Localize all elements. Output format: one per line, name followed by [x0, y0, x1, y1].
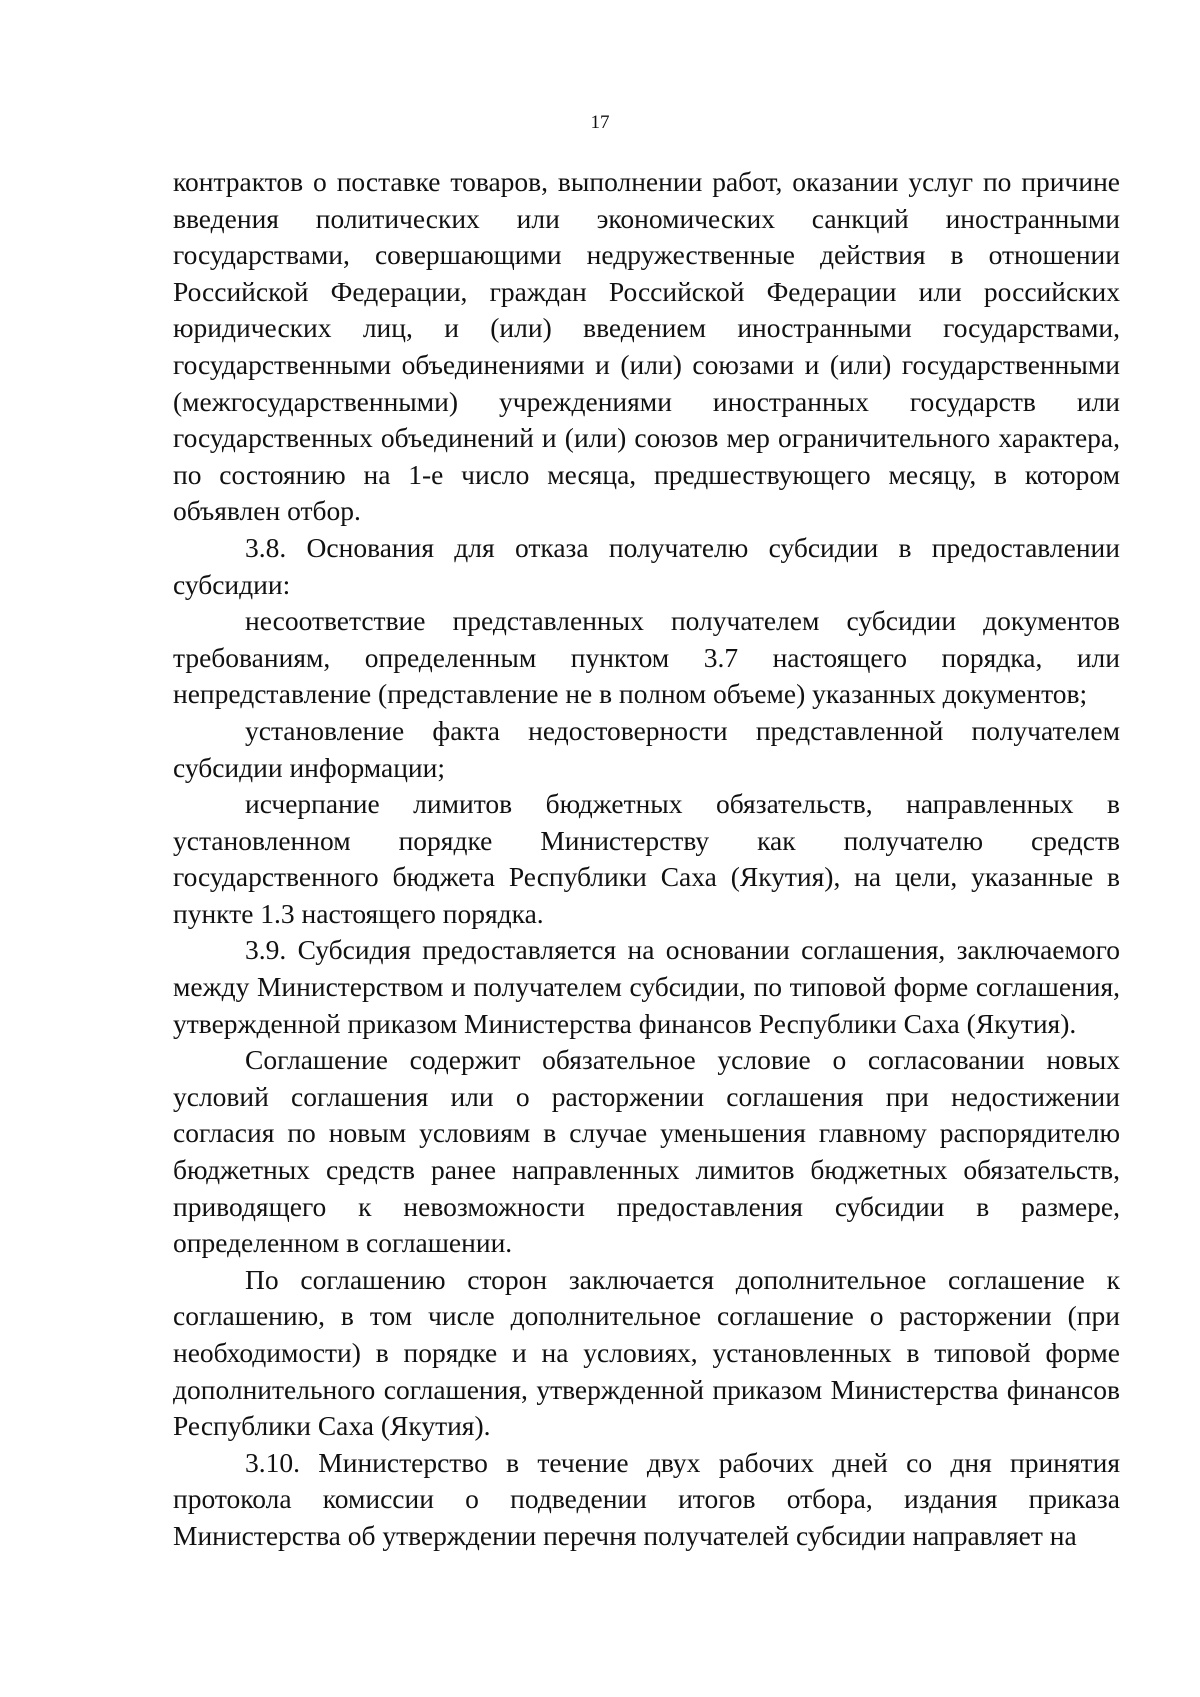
paragraph-3-10: 3.10. Министерство в течение двух рабочих дней со дня принятия протокола комиссии о подведении итогов отбора, издания приказа Министерства об утверждении перечня получателей субсидии направляет на	[173, 1446, 1120, 1551]
paragraph-3-9: 3.9. Субсидия предоставляется на основании соглашения, заключаемого между Министерством и получателем субсидии, по типовой форме соглашения, утвержденной приказом Министерства финансов Республики Саха (Якутия).	[173, 934, 1120, 1039]
paragraph-continuation: контрактов о поставке товаров, выполнении работ, оказании услуг по причине введения политических или экономических санкций иностранными государствами, совершающими недружественные действия в отношении Российской Федерации, граждан Российской Федерации или российских юридических лиц, и (или) введением иностранными государствами, государственными объединениями и (или) союзами и (или) государственными (межгосударственными) учреждениями иностранных государств или государственных объединений и (или) союзов мер ограничительного характера, по состоянию на 1-е число месяца, предшествующего месяцу, в котором объявлен отбор.	[173, 166, 1120, 527]
paragraph-refusal-information: установление факта недостоверности представленной получателем субсидии информации;	[173, 714, 1120, 783]
paragraph-refusal-documents: несоответствие представленных получателем субсидии документов требованиям, определенным пунктом 3.7 настоящего порядка, или непредставление (представление не в полном объеме) указанных документов;	[173, 605, 1120, 710]
page-number: 17	[590, 112, 610, 133]
document-body	[173, 164, 1120, 1555]
paragraph-3-8: 3.8. Основания для отказа получателю субсидии в предоставлении субсидии:	[173, 531, 1120, 600]
paragraph-additional-agreement: По соглашению сторон заключается дополнительное соглашение к соглашению, в том числе дополнительное соглашение о расторжении (при необходимости) в порядке и на условиях, установленных в типовой форме дополнительного соглашения, утвержденной приказом Министерства финансов Республики Саха (Якутия).	[173, 1263, 1120, 1442]
paragraph-agreement-condition: Соглашение содержит обязательное условие о согласовании новых условий соглашения или о расторжении соглашения при недостижении согласия по новым условиям в случае уменьшения главному распорядителю бюджетных средств ранее направленных лимитов бюджетных обязательств, приводящего к невозможности предоставления субсидии в размере, определенном в соглашении.	[173, 1044, 1120, 1259]
paragraph-refusal-limits: исчерпание лимитов бюджетных обязательств, направленных в установленном порядке Министерству как получателю средств государственного бюджета Республики Саха (Якутия), на цели, указанные в пункте 1.3 настоящего порядка.	[173, 788, 1120, 929]
